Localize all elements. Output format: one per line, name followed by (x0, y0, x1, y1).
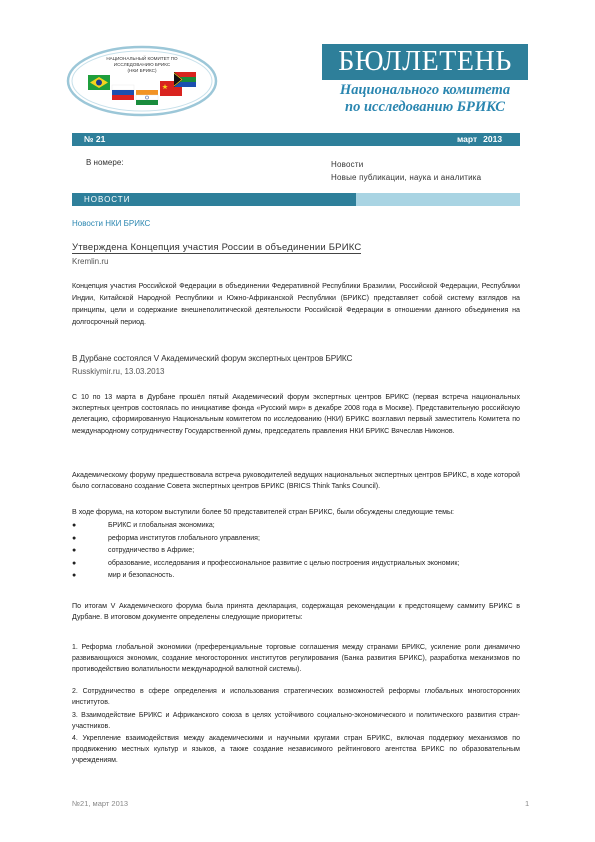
bulletin-title: БЮЛЛЕТЕНЬ (338, 46, 512, 77)
brazil-flag-icon (88, 75, 110, 90)
bullet-icon: ● (72, 547, 77, 555)
article2-para4: По итогам V Академического форума была принята декларация, содержащая рекомендации к предстоящему саммиту БРИКС в Дурбане. В итоговом документе определены следующие приоритеты: (72, 602, 520, 622)
list-item: ● БРИКС и глобальная экономика; (72, 520, 520, 533)
priority-1: 1. Реформа глобальной экономики (преференциальные торговые соглашения между странами БРИКС, усиление роли динамично развивающихся экономик, создание многосторонних институтов регулирования (Банка развития БРИКС), разработка механизмов по противодействию волатильности международной валютной системы). (72, 644, 520, 673)
article2-para2: Академическому форуму предшествовала встреча руководителей ведущих национальных экспертных центров БРИКС, в ходе которой было согласовано создание Совета экспертных центров БРИКС (BRICS Think Tanks Council). (72, 471, 520, 491)
article1-source: Kremlin.ru (72, 257, 109, 266)
issue-date (457, 133, 502, 146)
article2-headline[interactable]: В Дурбане состоялся V Академический форум экспертных центров БРИКС (72, 353, 353, 363)
contents-label: В номере: (86, 158, 124, 167)
article2-para3: В ходе форума, на котором выступили более 50 представителей стран БРИКС, были обсуждены следующие темы: (72, 508, 455, 516)
contents-list (331, 158, 481, 184)
logo-text-line2: ИССЛЕДОВАНИЮ БРИКС (113, 62, 171, 67)
india-flag-icon (136, 90, 158, 105)
nki-brics-logo (66, 45, 218, 117)
contents-item[interactable]: Новости (331, 160, 364, 169)
list-item: ● сотрудничество в Африке; (72, 545, 520, 558)
priority-2: 2. Сотрудничество в сфере определения и использования стратегических возможностей реформы глобальных многосторонних институтов. (72, 688, 520, 706)
list-item: ● образование, исследования и профессиональное развитие с целью построения индустриальных экономик; (72, 558, 520, 571)
list-item: ● мир и безопасность. (72, 570, 520, 583)
logo-text-line3: (НКИ БРИКС) (127, 68, 157, 73)
page-number: 1 (525, 799, 530, 808)
section-title: НОВОСТИ (84, 195, 131, 204)
priority-4: 4. Укрепление взаимодействия между академическими и научными кругами стран БРИКС, включая поддержку механизмов по продвижению местных культур и языков, а также создание независимого рейтингового агентства БРИКС по образовательным учреждениям. (72, 735, 520, 764)
bulletin-title-banner (322, 44, 528, 80)
logo-text-line1: НАЦИОНАЛЬНЫЙ КОМИТЕТ ПО (106, 56, 178, 61)
footer-issue: №21, март 2013 (72, 799, 129, 808)
priority-3: 3. Взаимодействие БРИКС и Африканского союза в целях устойчивого социально-экономического и политического развития стран-участников. (72, 712, 520, 730)
bulletin-subtitle (322, 82, 528, 116)
article1-body: Концепция участия Российской Федерации в объединении Федеративной Республики Бразилии, Российской Федерации, Республики Индии, Китайской Народной Республики и Южно-Африканской Республики (БРИКС) представляет собой систему взглядов на принципы, цели и содержание внешнеполитической деятельности Российской Федерации в отношении данного объединения на долгосрочный период. (72, 282, 520, 327)
russia-flag-icon (112, 85, 134, 100)
bullet-icon: ● (72, 559, 77, 567)
subtitle-line2: по исследованию БРИКС (345, 99, 505, 115)
list-item: ● реформа институтов глобального управления; (72, 533, 520, 546)
issue-number: № 21 (84, 134, 106, 144)
bullet-icon: ● (72, 572, 77, 580)
issue-month: март (457, 134, 478, 144)
subtitle-line1: Национального комитета (339, 82, 511, 98)
article2-source: Russkiymir.ru, 13.03.2013 (72, 367, 165, 376)
article1-headline[interactable]: Утверждена Концепция участия России в объединении БРИКС (72, 242, 362, 253)
south-africa-flag-icon (174, 72, 196, 87)
bullet-icon: ● (72, 534, 77, 542)
issue-year: 2013 (483, 134, 503, 144)
article2-para1: С 10 по 13 марта в Дурбане прошёл пятый Академический форум экспертных центров БРИКС (первая встреча национальных экспертных центров состоялась по инициативе фонда «Русский мир» в декабре 2008 года в Москве). Представительную российскую делегацию, сформированную Национальным комитетом по исследованию (НКИ) БРИКС возглавил первый заместитель Комитета по международному сотрудничеству Государственной думы, председатель правления НКИ БРИКС Вячеслав Никонов. (72, 393, 520, 435)
topics-list (72, 520, 520, 583)
issue-bar (72, 133, 520, 146)
section-bar (72, 193, 520, 206)
bullet-icon: ● (72, 522, 77, 529)
contents-item[interactable]: Новые публикации, наука и аналитика (331, 173, 482, 182)
subsection-title: Новости НКИ БРИКС (72, 219, 151, 228)
